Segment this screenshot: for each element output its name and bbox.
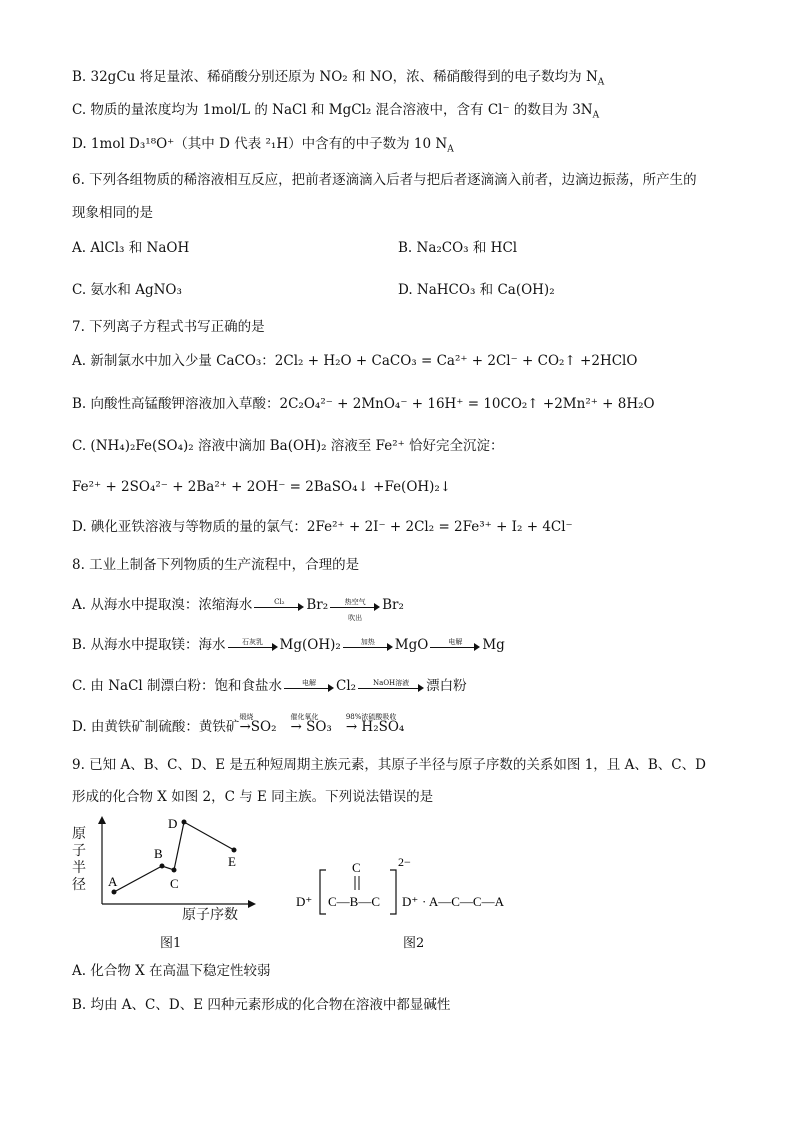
q7-stem: 7. 下列离子方程式书写正确的是 xyxy=(72,319,265,335)
q6-option-d: D. NaHCO₃ 和 Ca(OH)₂ xyxy=(398,282,555,298)
q9-option-a: A. 化合物 X 在高温下稳定性较弱 xyxy=(72,963,271,979)
q9-stem-line1: 9. 已知 A、B、C、D、E 是五种短周期主族元素，其原子半径与原子序数的关系如图 1，且 A、B、C、D xyxy=(72,757,706,773)
point-c xyxy=(172,868,177,873)
right-bracket xyxy=(390,870,396,914)
figure-2-compound-structure xyxy=(296,852,536,922)
label-a: A xyxy=(108,874,118,889)
q5-option-d: D. 1mol D₃¹⁸O⁺（其中 D 代表 ²₁H）中含有的中子数为 10 $N_A$ xyxy=(72,136,454,155)
q8-option-b: B. 从海水中提取镁：海水 石灰乳 Mg(OH)₂ 加热 MgO 电解 Mg xyxy=(72,637,505,653)
label-b: B xyxy=(154,846,163,861)
point-a xyxy=(112,890,117,895)
fig2-caption: 图2 xyxy=(403,936,425,951)
reaction-arrow: 电解 xyxy=(284,680,334,694)
charge-label: 2− xyxy=(398,855,411,869)
point-d xyxy=(182,820,187,825)
fig1-caption: 图1 xyxy=(160,936,182,951)
q7-option-b: B. 向酸性高锰酸钾溶液加入草酸：2C₂O₄²⁻ + 2MnO₄⁻ + 16H⁺ = 10CO₂↑ +2Mn²⁺ + 8H₂O xyxy=(72,396,655,412)
fig1-x-axis-label: 原子序数 xyxy=(182,907,238,923)
fig1-y-axis-label: 原子半径 xyxy=(72,826,86,893)
q8-option-c: C. 由 NaCl 制漂白粉：饱和食盐水 电解 Cl₂ NaOH溶液 漂白粉 xyxy=(72,678,467,694)
q7-option-c-line1: C. (NH₄)₂Fe(SO₄)₂ 溶液中滴加 Ba(OH)₂ 溶液至 Fe²⁺ 恰好完全沉淀： xyxy=(72,438,504,454)
left-bracket xyxy=(320,870,326,914)
q8-option-d: D. 由黄铁矿制硫酸：黄铁矿 煅烧 →SO₂ 催化氧化 → SO₃ 98%浓硫酸吸收 → H₂SO₄ xyxy=(72,713,405,735)
q8-option-a: A. 从海水中提取溴：浓缩海水 Cl₂ Br₂ 热空气 吹出 Br₂ xyxy=(72,597,404,622)
q5-option-b: B. 32gCu 将足量浓、稀硝酸分别还原为 NO₂ 和 NO，浓、稀硝酸得到的电子数均为 $N_A$ xyxy=(72,69,605,88)
reaction-arrow: Cl₂ xyxy=(254,599,304,613)
d-plus-ion-2: D⁺ xyxy=(402,894,419,909)
q6-option-c: C. 氨水和 AgNO₃ xyxy=(72,282,182,298)
q6-stem-line1: 6. 下列各组物质的稀溶液相互反应，把前者逐滴滴入后者与把后者逐滴滴入前者，边滴边振荡，所产生的 xyxy=(72,172,697,188)
reaction-arrow: 热空气 吹出 xyxy=(330,599,380,613)
q7-option-a: A. 新制氯水中加入少量 CaCO₃：2Cl₂ + H₂O + CaCO₃ = Ca²⁺ + 2Cl⁻ + CO₂↑ +2HClO xyxy=(72,353,638,369)
d-plus-ion-1: D⁺ xyxy=(296,894,313,909)
q5-option-c: C. 物质的量浓度均为 1mol/L 的 NaCl 和 MgCl₂ 混合溶液中，含有 Cl⁻ 的数目为 $3N_A$ xyxy=(72,102,600,121)
bracket-body: C—B—C xyxy=(328,894,381,909)
water-like-molecule: · A—C—C—A xyxy=(422,894,504,909)
label-e: E xyxy=(228,854,236,869)
reaction-arrow: 电解 xyxy=(430,639,480,653)
label-c: C xyxy=(170,876,179,891)
q7-option-d: D. 碘化亚铁溶液与等物质的量的氯气：2Fe²⁺ + 2I⁻ + 2Cl₂ = 2Fe³⁺ + I₂ + 4Cl⁻ xyxy=(72,519,573,535)
q6-option-a: A. AlCl₃ 和 NaOH xyxy=(72,240,190,256)
reaction-arrow: 石灰乳 xyxy=(228,639,278,653)
top-atom-c: C xyxy=(352,860,361,875)
q6-stem-line2: 现象相同的是 xyxy=(72,205,153,221)
reaction-arrow: NaOH溶液 xyxy=(358,680,424,694)
point-b xyxy=(160,864,165,869)
label-d: D xyxy=(168,816,178,831)
q7-option-c-line2: Fe²⁺ + 2SO₄²⁻ + 2Ba²⁺ + 2OH⁻ = 2BaSO₄↓ +Fe(OH)₂↓ xyxy=(72,479,452,495)
q9-stem-line2: 形成的化合物 X 如图 2，C 与 E 同主族。下列说法错误的是 xyxy=(72,789,434,805)
q9-option-b: B. 均由 A、C、D、E 四种元素形成的化合物在溶液中都显碱性 xyxy=(72,997,451,1013)
reaction-arrow: 加热 xyxy=(343,639,393,653)
x-axis-arrow-icon xyxy=(248,900,256,908)
point-e xyxy=(232,848,237,853)
y-axis-arrow-icon xyxy=(98,816,106,824)
q8-stem: 8. 工业上制备下列物质的生产流程中，合理的是 xyxy=(72,557,360,573)
q6-option-b: B. Na₂CO₃ 和 HCl xyxy=(398,240,518,256)
